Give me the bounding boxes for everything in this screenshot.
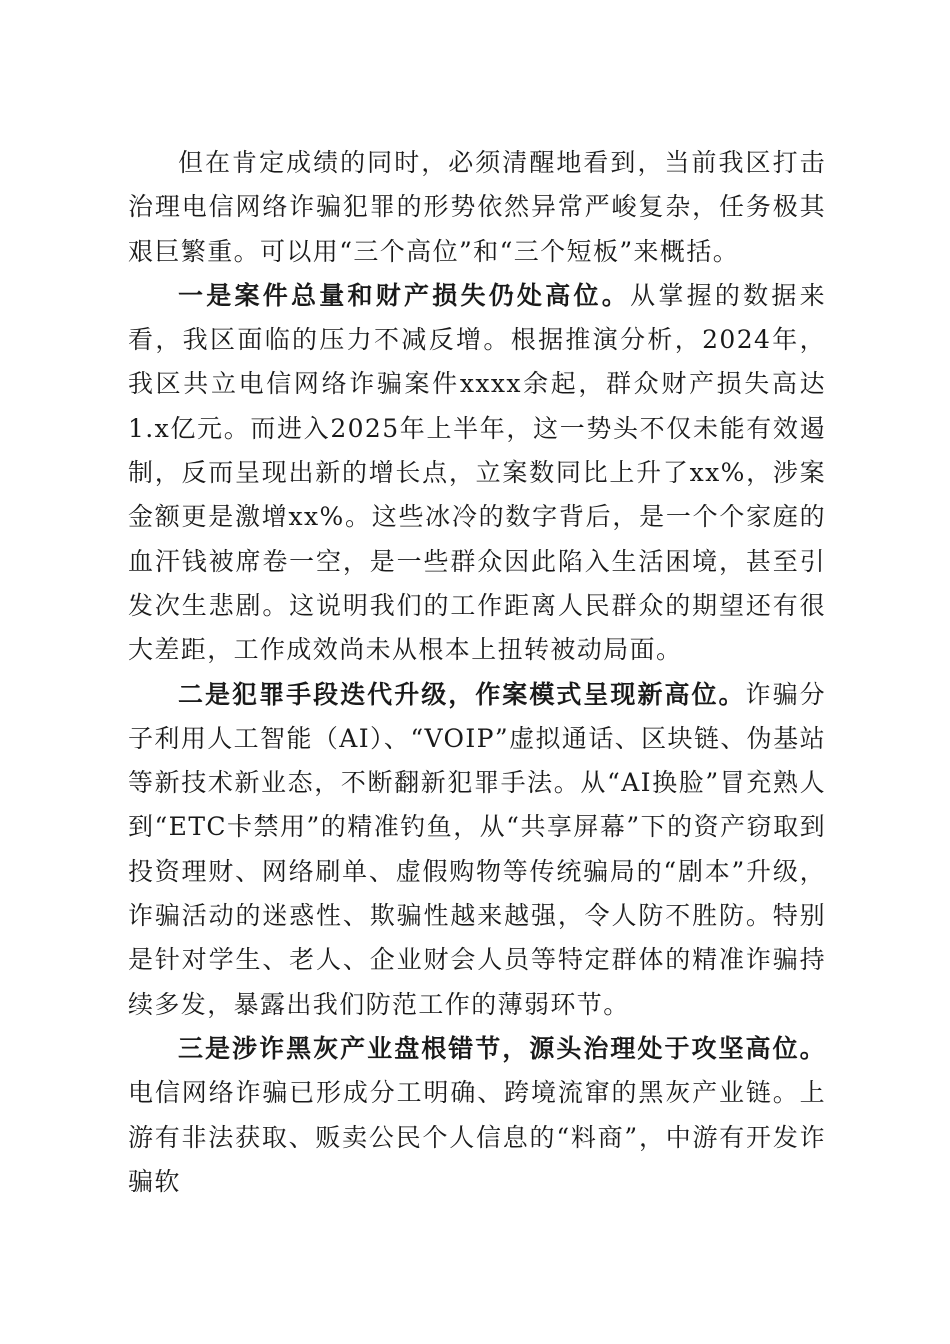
paragraph-text: 但在肯定成绩的同时，必须清醒地看到，当前我区打击治理电信网络诈骗犯罪的形势依然异常严峻复杂，任务极其艰巨繁重。可以用“三个高位”和“三个短板”来概括。 xyxy=(128,148,826,266)
paragraph-lead: 三是涉诈黑灰产业盘根错节，源头治理处于攻坚高位。 xyxy=(178,1033,826,1063)
paragraph-point-three xyxy=(128,1027,826,1204)
paragraph-text: 诈骗分子利用人工智能（AI）、“VOIP”虚拟通话、区块链、伪基站等新技术新业态，不断翻新犯罪手法。从“AI换脸”冒充熟人到“ETC卡禁用”的精准钓鱼，从“共享屏幕”下的资产窃取到投资理财、网络刷单、虚假购物等传统骗局的“剧本”升级，诈骗活动的迷惑性、欺骗性越来越强，令人防不胜防。特别是针对学生、老人、企业财会人员等特定群体的精准诈骗持续多发，暴露出我们防范工作的薄弱环节。 xyxy=(128,679,826,1019)
document-body xyxy=(128,141,826,1204)
paragraph-point-one xyxy=(128,274,826,673)
paragraph-point-two xyxy=(128,673,826,1027)
paragraph-lead: 二是犯罪手段迭代升级，作案模式呈现新高位。 xyxy=(178,679,746,709)
paragraph-intro xyxy=(128,141,826,274)
paragraph-text: 从掌握的数据来看，我区面临的压力不减反增。根据推演分析，2024年，我区共立电信网络诈骗案件xxxx余起，群众财产损失高达1.x亿元。而进入2025年上半年，这一势头不仅未能有效遏制，反而呈现出新的增长点，立案数同比上升了xx%，涉案金额更是激增xx%。这些冰冷的数字背后，是一个个家庭的血汗钱被席卷一空，是一些群众因此陷入生活困境，甚至引发次生悲剧。这说明我们的工作距离人民群众的期望还有很大差距，工作成效尚未从根本上扭转被动局面。 xyxy=(128,280,826,665)
paragraph-lead: 一是案件总量和财产损失仍处高位。 xyxy=(178,280,631,310)
paragraph-text: 电信网络诈骗已形成分工明确、跨境流窜的黑灰产业链。上游有非法获取、贩卖公民个人信息的“料商”，中游有开发诈骗软 xyxy=(128,1078,826,1196)
